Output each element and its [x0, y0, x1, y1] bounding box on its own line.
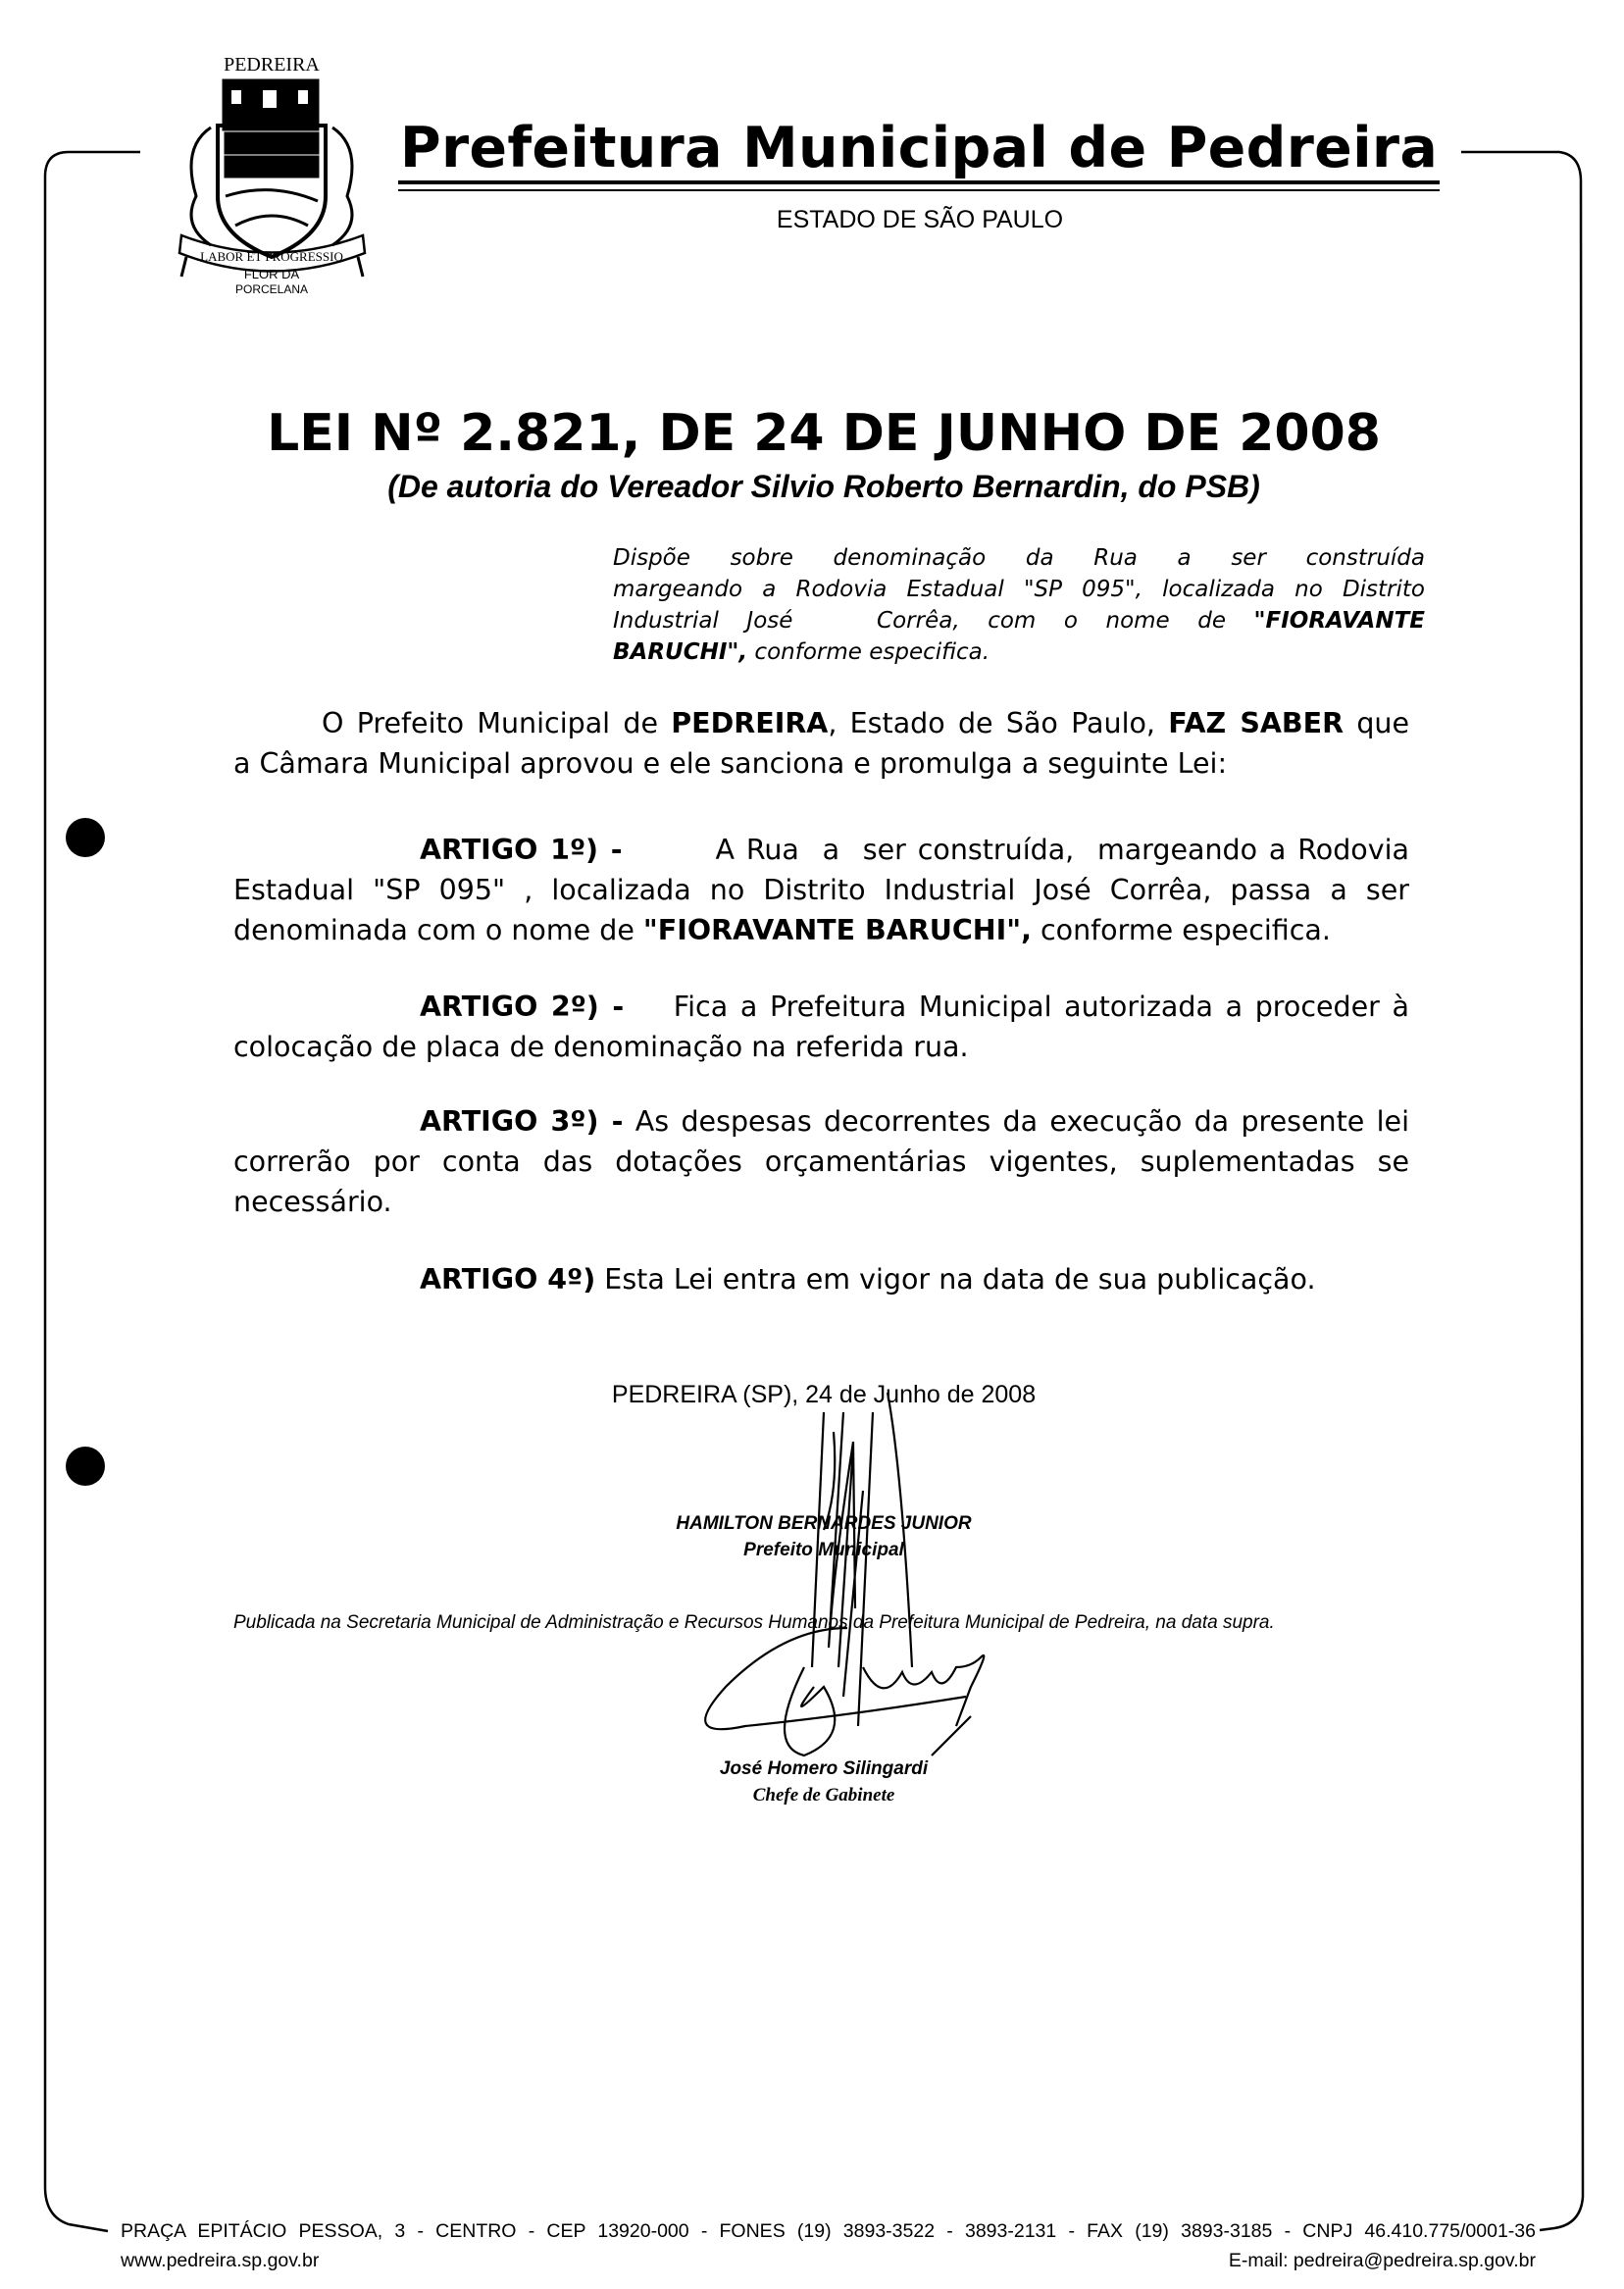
place-date: PEDREIRA (SP), 24 de Junho de 2008 — [611, 1381, 1037, 1408]
header-rule — [398, 180, 1440, 184]
svg-text:FLOR DA: FLOR DA — [243, 267, 300, 281]
law-title: LEI Nº 2.821, DE 24 DE JUNHO DE 2008 — [267, 404, 1381, 463]
text: O Prefeito Municipal de — [322, 707, 672, 739]
text: conforme especifica. — [747, 639, 990, 665]
text: conforme especifica. — [1031, 914, 1331, 946]
bold-text: BARUCHI", — [613, 639, 748, 665]
frame-left — [45, 152, 140, 2231]
state-subtitle: ESTADO DE SÃO PAULO — [776, 206, 1064, 233]
text-line — [233, 1142, 1409, 1182]
text-line — [233, 987, 1409, 1027]
bold-text: FAZ SABER — [1168, 707, 1345, 739]
bold-text: ARTIGO 1º) - — [420, 834, 623, 866]
text: colocação de placa de denominação na referida rua. — [233, 1031, 969, 1063]
footer-address: PRAÇA EPITÁCIO PESSOA, 3 - CENTRO - CEP 13920-000 - FONES (19) 3893-3522 - 3893-2131 - FAX (19) 3893-3185 - CNPJ 46.410.775/0001-36 — [121, 2220, 1536, 2242]
footer-email[interactable]: E-mail: pedreira@pedreira.sp.gov.br — [1228, 2250, 1536, 2271]
institution-title: Prefeitura Municipal de Pedreira — [399, 116, 1439, 180]
punch-hole — [66, 818, 105, 857]
bold-text: ARTIGO 4º) — [420, 1263, 596, 1296]
svg-text:PEDREIRA: PEDREIRA — [224, 54, 320, 76]
law-summary — [613, 542, 1425, 668]
publication-note: Publicada na Secretaria Municipal de Administração e Recursos Humanos da Prefeitura Municipal de Pedreira, na data supra. — [233, 1612, 1275, 1633]
bold-text: ARTIGO 3º) - — [420, 1105, 624, 1138]
text-line — [233, 1101, 1409, 1142]
text-line — [613, 605, 1425, 636]
coat-of-arms-logo — [179, 54, 365, 296]
bold-text: ARTIGO 2º) - — [420, 991, 625, 1023]
article-1 — [233, 830, 1409, 950]
text-line — [613, 636, 1425, 668]
text-line — [233, 830, 1409, 870]
preamble — [233, 703, 1409, 784]
text: margeando a Rodovia Estadual "SP 095", localizada no Distrito — [613, 577, 1425, 602]
header-rule — [398, 189, 1440, 191]
bold-text: "FIORAVANTE BARUCHI", — [642, 914, 1032, 946]
mayor-block — [530, 1510, 1118, 1563]
punch-hole — [66, 1447, 105, 1486]
bold-text: "FIORAVANTE — [1253, 608, 1425, 634]
frame-right — [1461, 152, 1583, 2230]
text: que — [1344, 707, 1410, 739]
text-line — [233, 1027, 1409, 1067]
text: Fica a Prefeitura Municipal autorizada a proceder à — [624, 991, 1409, 1023]
law-author: (De autoria do Vereador Silvio Roberto Bernardin, do PSB) — [387, 469, 1260, 504]
text-line — [233, 870, 1409, 910]
chief-block — [530, 1755, 1118, 1808]
text-line — [233, 1259, 1409, 1299]
chief-name: José Homero Silingardi — [719, 1758, 929, 1779]
text-line — [613, 574, 1425, 605]
bold-text: PEDREIRA — [671, 707, 829, 739]
article-2 — [233, 987, 1409, 1067]
text: A Rua a ser construída, margeando a Rodovia — [622, 834, 1409, 866]
text: necessário. — [233, 1186, 392, 1218]
footer-contacts — [121, 2250, 1536, 2272]
article-3 — [233, 1101, 1409, 1222]
text: , Estado de São Paulo, — [828, 707, 1169, 739]
text-line — [233, 910, 1409, 950]
svg-text:PORCELANA: PORCELANA — [234, 282, 309, 296]
text: Industrial José Corrêa, com o nome de — [613, 608, 1254, 634]
svg-text:LABOR ET PROGRESSIO: LABOR ET PROGRESSIO — [200, 249, 343, 264]
text-line — [233, 1182, 1409, 1222]
footer-website[interactable]: www.pedreira.sp.gov.br — [121, 2250, 320, 2271]
text: Dispõe sobre denominação da Rua a ser construída — [613, 545, 1425, 571]
mayor-role: Prefeito Municipal — [743, 1540, 904, 1560]
text-line — [233, 703, 1409, 743]
chief-role: Chefe de Gabinete — [752, 1785, 895, 1806]
text: denominada com o nome de — [233, 914, 643, 946]
text-line — [613, 542, 1425, 574]
text: Estadual "SP 095" , localizada no Distrito Industrial José Corrêa, passa a ser — [233, 874, 1409, 906]
text: As despesas decorrentes da execução da presente lei — [623, 1105, 1409, 1138]
text: Esta Lei entra em vigor na data de sua publicação. — [595, 1263, 1316, 1296]
text: a Câmara Municipal aprovou e ele sanciona e promulga a seguinte Lei: — [233, 747, 1228, 780]
mayor-name: HAMILTON BERNARDES JUNIOR — [676, 1513, 972, 1534]
text: correrão por conta das dotações orçamentárias vigentes, suplementadas se — [233, 1145, 1409, 1178]
text-line — [233, 743, 1409, 784]
article-4 — [233, 1259, 1409, 1299]
